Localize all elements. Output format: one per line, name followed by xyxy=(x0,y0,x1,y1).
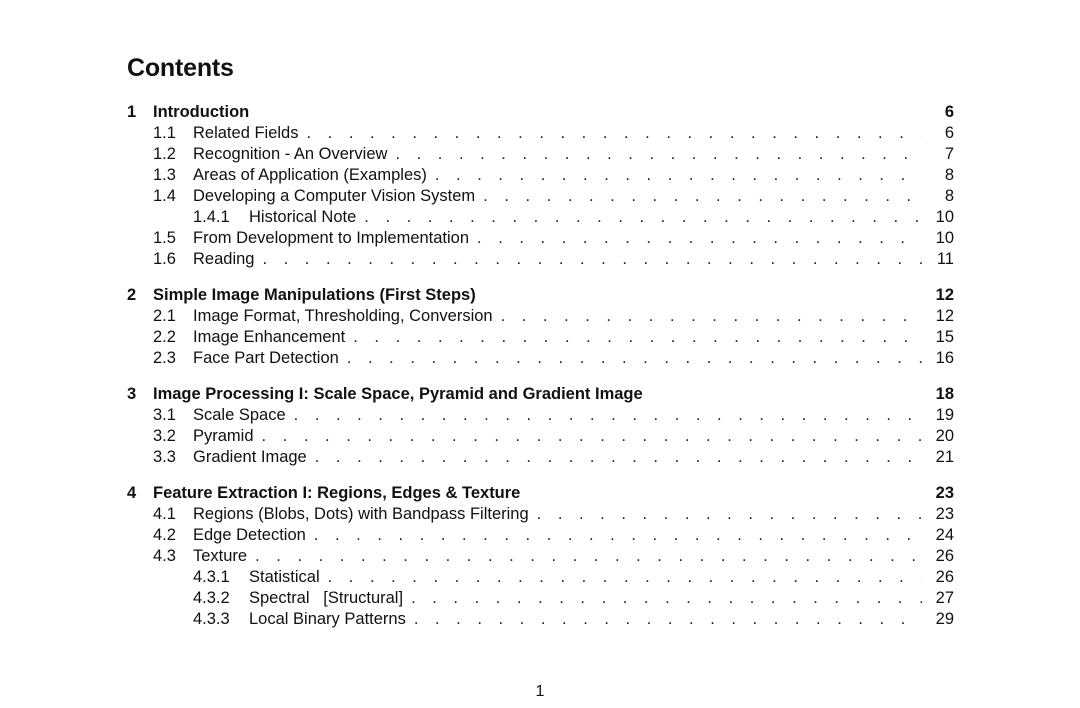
page-number: 12 xyxy=(935,286,954,304)
page-number: 23 xyxy=(935,505,954,523)
toc-entry[interactable] xyxy=(127,447,954,468)
dot-leader xyxy=(306,123,922,144)
toc-chapter-4 xyxy=(127,483,954,630)
section-number: 2.3 xyxy=(153,349,176,367)
section-title: Texture xyxy=(193,547,248,565)
page-number: 21 xyxy=(935,448,954,466)
section-title: Gradient Image xyxy=(193,448,307,466)
page-number: 24 xyxy=(935,526,954,544)
section-title: From Development to Implementation xyxy=(193,229,470,247)
dot-leader xyxy=(537,504,922,525)
section-title: Image Format, Thresholding, Conversion xyxy=(193,307,493,325)
toc-entry[interactable] xyxy=(127,567,954,588)
page-title: Contents xyxy=(127,54,234,82)
section-title: Related Fields xyxy=(193,124,299,142)
toc-entry[interactable] xyxy=(127,249,954,270)
section-number: 4.3 xyxy=(153,547,176,565)
toc-chapter-1 xyxy=(127,102,954,270)
page-number: 23 xyxy=(935,484,954,502)
page-number: 10 xyxy=(935,229,954,247)
dot-leader xyxy=(364,207,922,228)
section-number: 1.2 xyxy=(153,145,176,163)
section-title: Image Enhancement xyxy=(193,328,346,346)
page-number: 29 xyxy=(935,610,954,628)
section-number: 1.3 xyxy=(153,166,176,184)
chapter-title: Simple Image Manipulations (First Steps) xyxy=(153,286,476,304)
chapter-number: 1 xyxy=(127,103,137,121)
toc-entry[interactable] xyxy=(127,207,954,228)
table-of-contents xyxy=(127,102,954,645)
toc-entry[interactable] xyxy=(127,525,954,546)
chapter-title: Image Processing I: Scale Space, Pyramid and Gradient Image xyxy=(153,385,643,403)
page-number: 19 xyxy=(935,406,954,424)
section-number: 2.1 xyxy=(153,307,176,325)
dot-leader xyxy=(435,165,922,186)
chapter-number: 4 xyxy=(127,484,137,502)
toc-entry[interactable] xyxy=(127,306,954,327)
dot-leader xyxy=(414,609,922,630)
dot-leader xyxy=(314,525,922,546)
page-number: 15 xyxy=(935,328,954,346)
dot-leader xyxy=(315,447,922,468)
subsection-number: 4.3.2 xyxy=(193,589,230,607)
section-title: Scale Space xyxy=(193,406,286,424)
toc-entry[interactable] xyxy=(127,186,954,207)
page-number: 26 xyxy=(935,547,954,565)
toc-chapter-heading[interactable] xyxy=(127,384,954,405)
toc-entry[interactable] xyxy=(127,546,954,567)
section-number: 4.2 xyxy=(153,526,176,544)
section-title: Developing a Computer Vision System xyxy=(193,187,476,205)
section-number: 3.3 xyxy=(153,448,176,466)
dot-leader xyxy=(395,144,922,165)
page-number: 8 xyxy=(944,187,954,205)
section-number: 1.1 xyxy=(153,124,176,142)
section-title: Regions (Blobs, Dots) with Bandpass Filtering xyxy=(193,505,529,523)
toc-chapter-3 xyxy=(127,384,954,468)
page-number: 18 xyxy=(935,385,954,403)
footer-page-number: 1 xyxy=(535,683,545,700)
chapter-title: Introduction xyxy=(153,103,250,121)
toc-chapter-heading[interactable] xyxy=(127,483,954,504)
section-number: 3.2 xyxy=(153,427,176,445)
toc-entry[interactable] xyxy=(127,609,954,630)
section-number: 3.1 xyxy=(153,406,176,424)
page-number: 6 xyxy=(944,124,954,142)
dot-leader xyxy=(262,426,922,447)
subsection-number: 1.4.1 xyxy=(193,208,230,226)
subsection-number: 4.3.1 xyxy=(193,568,230,586)
section-number: 4.1 xyxy=(153,505,176,523)
dot-leader xyxy=(328,567,922,588)
toc-entry[interactable] xyxy=(127,228,954,249)
section-title: Pyramid xyxy=(193,427,254,445)
dot-leader xyxy=(294,405,922,426)
page-number: 20 xyxy=(935,427,954,445)
section-number: 1.4 xyxy=(153,187,176,205)
toc-entry[interactable] xyxy=(127,123,954,144)
toc-entry[interactable] xyxy=(127,327,954,348)
page-number: 7 xyxy=(944,145,954,163)
toc-entry[interactable] xyxy=(127,426,954,447)
dot-leader xyxy=(347,348,922,369)
page-number: 6 xyxy=(944,103,954,121)
subsection-title: Local Binary Patterns xyxy=(249,610,406,628)
section-title: Edge Detection xyxy=(193,526,306,544)
page-number: 27 xyxy=(935,589,954,607)
section-number: 1.6 xyxy=(153,250,176,268)
dot-leader xyxy=(262,249,922,270)
subsection-title: Spectral [Structural] xyxy=(249,589,404,607)
dot-leader xyxy=(255,546,922,567)
dot-leader xyxy=(501,306,922,327)
subsection-number: 4.3.3 xyxy=(193,610,230,628)
chapter-title: Feature Extraction I: Regions, Edges & Texture xyxy=(153,484,521,502)
toc-chapter-heading[interactable] xyxy=(127,285,954,306)
page-number: 8 xyxy=(944,166,954,184)
toc-entry[interactable] xyxy=(127,165,954,186)
section-number: 2.2 xyxy=(153,328,176,346)
toc-entry[interactable] xyxy=(127,405,954,426)
section-title: Areas of Application (Examples) xyxy=(193,166,427,184)
toc-entry[interactable] xyxy=(127,348,954,369)
toc-entry[interactable] xyxy=(127,504,954,525)
toc-chapter-2 xyxy=(127,285,954,369)
chapter-number: 3 xyxy=(127,385,137,403)
dot-leader xyxy=(483,186,922,207)
section-title: Face Part Detection xyxy=(193,349,339,367)
page-number: 12 xyxy=(935,307,954,325)
subsection-title: Statistical xyxy=(249,568,320,586)
section-number: 1.5 xyxy=(153,229,176,247)
section-title: Reading xyxy=(193,250,255,268)
dot-leader xyxy=(411,588,922,609)
dot-leader xyxy=(353,327,922,348)
section-title: Recognition - An Overview xyxy=(193,145,388,163)
toc-entry[interactable] xyxy=(127,144,954,165)
toc-chapter-heading[interactable] xyxy=(127,102,954,123)
page-number: 11 xyxy=(936,250,954,268)
chapter-number: 2 xyxy=(127,286,137,304)
subsection-title: Historical Note xyxy=(249,208,357,226)
dot-leader xyxy=(477,228,922,249)
page-number: 16 xyxy=(935,349,954,367)
page-number: 10 xyxy=(935,208,954,226)
page-number: 26 xyxy=(935,568,954,586)
toc-entry[interactable] xyxy=(127,588,954,609)
